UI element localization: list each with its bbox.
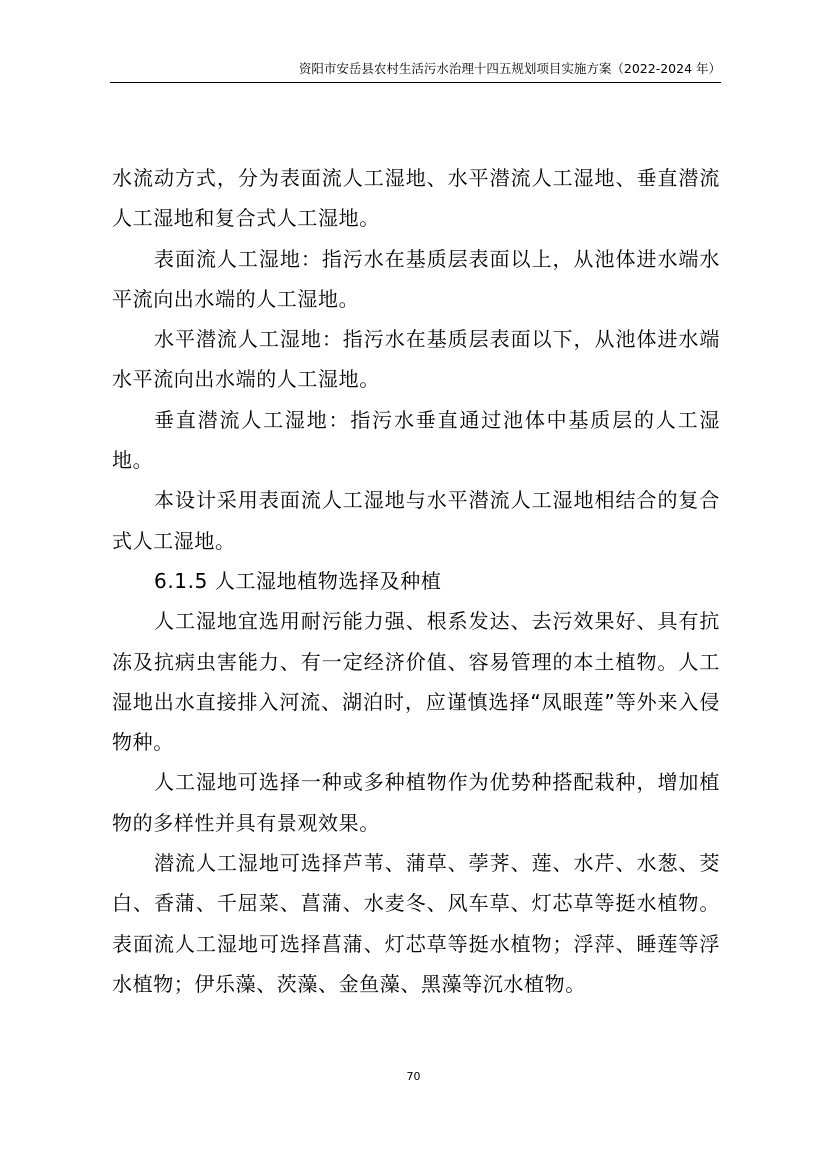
- body-paragraph: 人工湿地宜选用耐污能力强、根系发达、去污效果好、具有抗冻及抗病虫害能力、有一定经济价值、容易管理的本土植物。人工湿地出水直接排入河流、湖泊时，应谨慎选择“凤眼莲”等外来入侵物种。: [112, 609, 720, 755]
- body-paragraph: 本设计采用表面流人工湿地与水平潜流人工湿地相结合的复合式人工湿地。: [112, 488, 720, 553]
- document-body: [112, 158, 720, 1004]
- body-paragraph: 人工湿地可选择一种或多种植物作为优势种搭配栽种，增加植物的多样性并具有景观效果。: [112, 770, 720, 835]
- body-paragraph: 水流动方式，分为表面流人工湿地、水平潜流人工湿地、垂直潜流人工湿地和复合式人工湿地。: [112, 166, 720, 231]
- header-divider: [110, 82, 721, 83]
- body-paragraph: 表面流人工湿地：指污水在基质层表面以上，从池体进水端水平流向出水端的人工湿地。: [112, 246, 720, 311]
- body-paragraph: 水平潜流人工湿地：指污水在基质层表面以下，从池体进水端水平流向出水端的人工湿地。: [112, 327, 720, 392]
- body-paragraph: 垂直潜流人工湿地：指污水垂直通过池体中基质层的人工湿地。: [112, 407, 720, 473]
- body-paragraph: 潜流人工湿地可选择芦苇、蒲草、荸荠、莲、水芹、水葱、茭白、香蒲、千屈菜、菖蒲、水麦冬、风车草、灯芯草等挺水植物。表面流人工湿地可选择菖蒲、灯芯草等挺水植物；浮萍、睡莲等浮水植物；伊乐藻、茨藻、金鱼藻、黑藻等沉水植物。: [112, 851, 720, 996]
- page-header: 资阳市安岳县农村生活污水治理十四五规划项目实施方案（2022-2024 年）: [298, 61, 721, 76]
- section-heading: 6.1.5 人工湿地植物选择及种植: [154, 568, 442, 593]
- page-number: 70: [406, 1070, 421, 1083]
